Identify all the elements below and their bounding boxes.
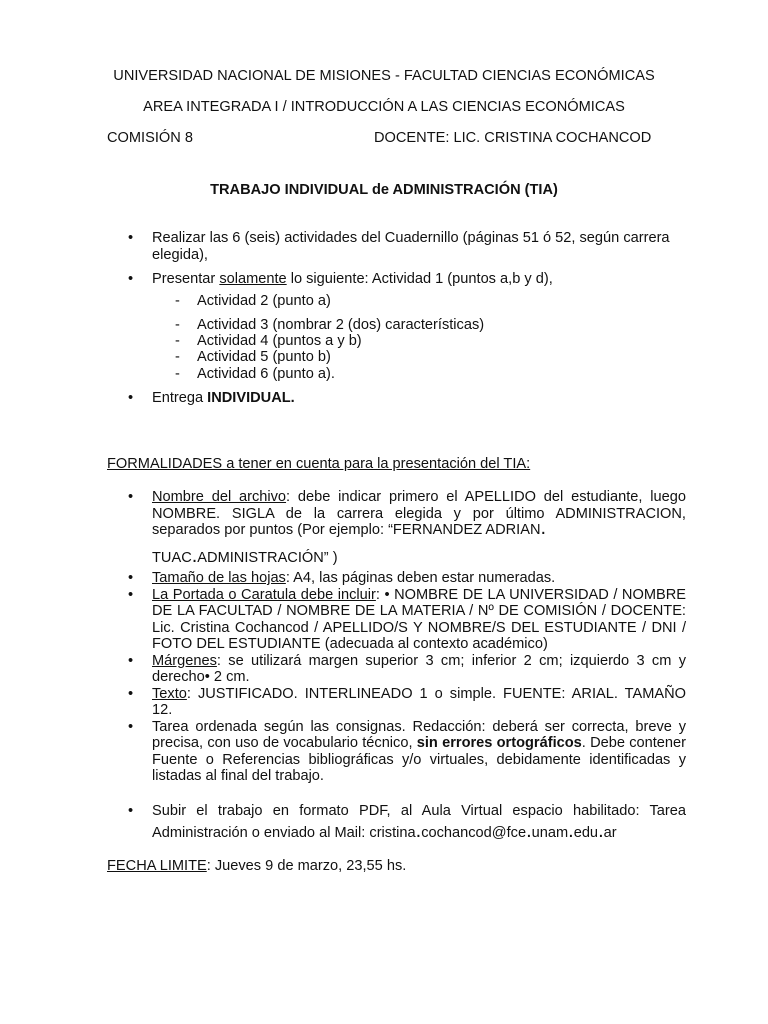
teacher-label: DOCENTE: LIC. CRISTINA COCHANCOD [374, 130, 652, 146]
dash-icon: - [175, 317, 180, 333]
bullet-icon: • [128, 271, 134, 287]
task-item-2-suffix: lo siguiente: Actividad 1 (puntos a,b y d), [286, 271, 553, 287]
commission-label: COMISIÓN 8 [107, 130, 193, 146]
file-name-example-start: TUAC [152, 550, 192, 566]
task-suffix: . Debe contener Fuente o Referencias bibliográficas y/o virtuales, debidamente identificadas y listadas al final del trabajo. [152, 735, 686, 784]
email-part: ar [603, 825, 617, 841]
email-part: unam [531, 825, 569, 841]
cover-label: La Portada o Caratula debe incluir [152, 586, 376, 603]
dash-icon: - [175, 366, 180, 382]
upload-text: Subir el trabajo en formato PDF, al Aula Virtual espacio habilitado: Tarea Administración o enviado al Mail: [152, 803, 686, 841]
dash-icon: - [175, 293, 180, 309]
file-name-text: : debe indicar primero el APELLIDO del estudiante, luego NOMBRE. SIGLA de la carrera elegida y por último ADMINISTRACION, separados por puntos (Por ejemplo: “FERNANDEZ ADRIAN [152, 489, 686, 538]
formalities-heading: FORMALIDADES a tener en cuenta para la presentación del TIA: [107, 456, 531, 472]
bullet-icon: • [204, 669, 210, 685]
file-name-example-tail: ADMINISTRACIÓN” ) [197, 550, 338, 566]
dash-icon: - [175, 349, 180, 365]
bullet-icon: • [128, 489, 134, 505]
email-part: cochancod@fce [421, 825, 527, 841]
file-name-label: Nombre del archivo [152, 489, 287, 505]
task-item-3-bold: INDIVIDUAL. [207, 390, 295, 406]
task-list-3 [0, 390, 686, 407]
text-text: : JUSTIFICADO. INTERLINEADO 1 o simple. FUENTE: ARIAL. TAMAÑO 12. [152, 685, 686, 718]
task-prefix: Tarea ordenada según las consignas. Redacción: deberá ser correcta, breve y precisa, con uso de vocabulario técnico, [152, 718, 686, 751]
task-item-3-prefix: Entrega [152, 390, 208, 406]
university-header: UNIVERSIDAD NACIONAL DE MISIONES - FACULTAD CIENCIAS ECONÓMICAS [113, 68, 655, 84]
dot-glyph: . [191, 545, 198, 567]
dot-glyph: . [526, 820, 532, 842]
bullet-icon: • [128, 230, 134, 246]
file-name-example [152, 545, 338, 567]
margins-label: Márgenes [152, 652, 217, 669]
task-bold: sin errores ortográficos [416, 735, 582, 751]
margins-text: : se utilizará margen superior 3 cm; inferior 2 cm; izquierdo 3 cm y derecho [152, 652, 686, 685]
dot-glyph: . [598, 820, 604, 842]
bullet-icon: • [128, 586, 134, 603]
subitem-text: Actividad 6 (punto a). [197, 366, 335, 382]
task-item-1-text: Realizar las 6 (seis) actividades del Cuadernillo (páginas 51 ó 52, según carrera elegida), [152, 230, 670, 263]
dot-glyph: . [568, 820, 574, 842]
formality-text [0, 686, 686, 719]
bullet-icon: • [128, 390, 134, 406]
formality-file-name [0, 489, 686, 539]
formalities-list [0, 489, 686, 539]
cover-text: : • NOMBRE DE LA UNIVERSIDAD / NOMBRE DE LA FACULTAD / NOMBRE DE LA MATERIA / Nº DE COMISIÓN / DOCENTE: Lic. Cristina Cochancod / APELLIDO/S Y NOMBRE/S DEL ESTUDIANTE / DNI / FOTO DEL ESTUDIANTE (adecuada al contexto académico) [152, 586, 686, 652]
formalities-list-3 [0, 800, 686, 844]
margins-end: 2 cm. [209, 669, 250, 685]
document-title: TRABAJO INDIVIDUAL de ADMINISTRACIÓN (TIA) [210, 182, 558, 198]
bullet-icon: • [128, 685, 134, 702]
subitem-text: Actividad 5 (punto b) [197, 349, 331, 365]
sheet-size-label: Tamaño de las hojas [152, 570, 286, 586]
formality-task [0, 719, 686, 785]
formality-sheet-size [0, 570, 686, 587]
task-item-1 [0, 230, 686, 263]
bullet-icon: • [128, 652, 134, 669]
subitem-text: Actividad 3 (nombrar 2 (dos) características) [197, 317, 485, 333]
deadline-label: FECHA LIMITE [107, 858, 207, 874]
deadline-text: : Jueves 9 de marzo, 23,55 hs. [206, 858, 407, 874]
bullet-icon: • [128, 718, 134, 735]
formalities-list-2 [0, 570, 686, 785]
dot-glyph: . [415, 820, 422, 842]
task-item-2-underlined: solamente [219, 271, 287, 287]
formality-margins [0, 653, 686, 686]
formality-upload [0, 800, 686, 844]
bullet-icon: • [128, 803, 134, 819]
bullet-icon: • [128, 570, 134, 586]
task-item-2-prefix: Presentar [152, 271, 220, 287]
course-header: AREA INTEGRADA I / INTRODUCCIÓN A LAS CIENCIAS ECONÓMICAS [143, 99, 625, 115]
dot-glyph: . [540, 517, 547, 539]
subitem-text: Actividad 2 (punto a) [197, 293, 331, 309]
task-list-2 [0, 271, 686, 288]
task-list [0, 230, 686, 263]
sheet-size-text: : A4, las páginas deben estar numeradas. [285, 570, 556, 586]
text-label: Texto [152, 685, 187, 702]
dash-icon: - [175, 333, 180, 349]
task-item-2 [0, 271, 686, 288]
subitem-text: Actividad 4 (puntos a y b) [197, 333, 362, 349]
formality-cover [0, 587, 686, 653]
deadline [107, 858, 406, 874]
email-part: edu [573, 825, 599, 841]
email-part: cristina [369, 825, 416, 841]
task-item-3 [0, 390, 686, 407]
